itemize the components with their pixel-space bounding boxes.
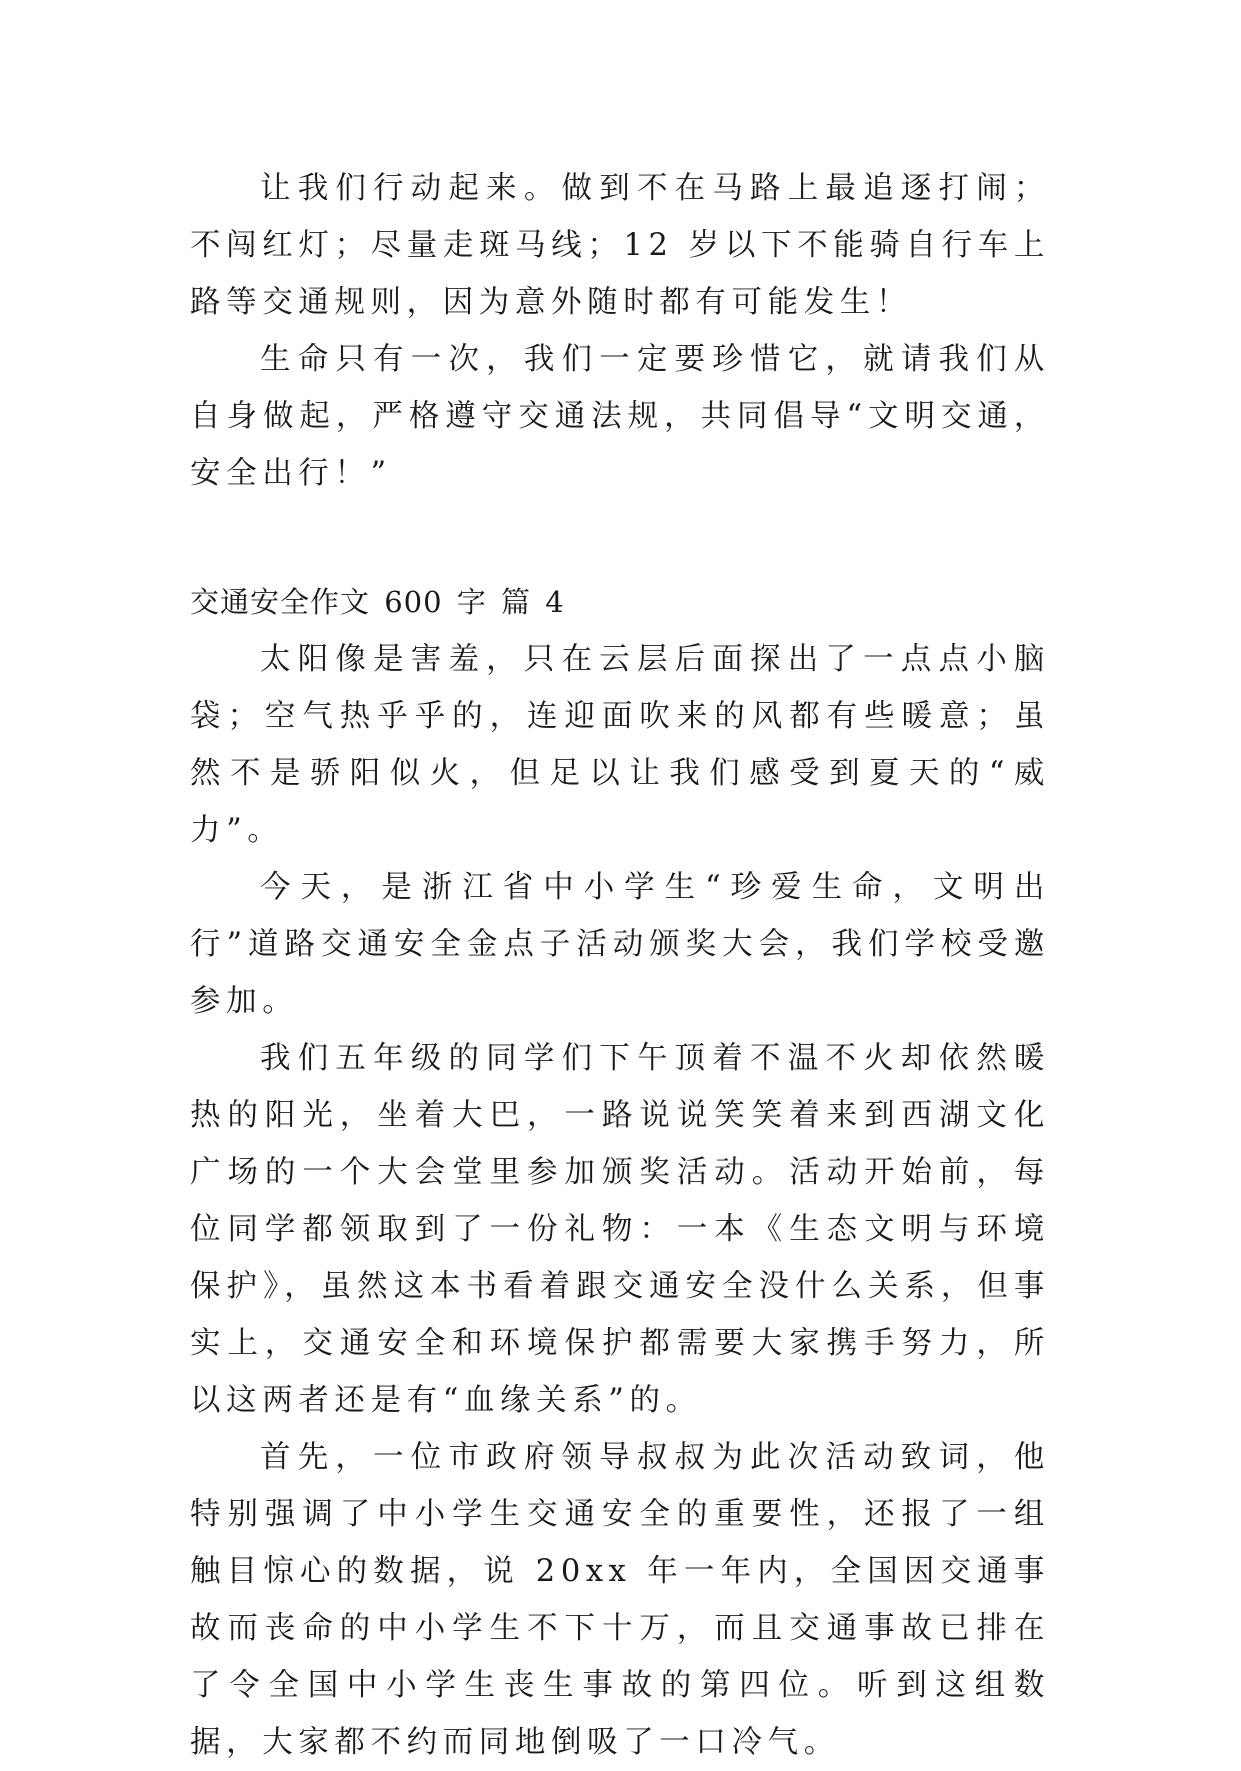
paragraph-fifth-grade: 我们五年级的同学们下午顶着不温不火却依然暖热的阳光，坐着大巴，一路说说笑笑着来到西湖文化广场的一个大会堂里参加颁奖活动。活动开始前，每位同学都领取到了一份礼物：一本《生态文明与环境保护》，虽然这本书看着跟交通安全没什么关系，但事实上，交通安全和环境保护都需要大家携手努力，所以这两者还是有“血缘关系”的。: [190, 1041, 1050, 1418]
paragraph-take-action: 让我们行动起来。做到不在马路上最追逐打闹；不闯红灯；尽量走斑马线；12 岁以下不能骑自行车上路等交通规则，因为意外随时都有可能发生！: [190, 171, 1050, 320]
paragraph-life-once: 生命只有一次，我们一定要珍惜它，就请我们从自身做起，严格遵守交通法规，共同倡导“文明交通，安全出行！”: [190, 342, 1050, 491]
section-heading: 交通安全作文 600 字 篇 4: [190, 585, 565, 619]
document-page: [190, 160, 1050, 1771]
paragraph-today-event: 今天，是浙江省中小学生“珍爱生命，文明出行”道路交通安全金点子活动颁奖大会，我们学校受邀参加。: [190, 870, 1050, 1019]
paragraph-official-speech: 首先，一位市政府领导叔叔为此次活动致词，他特别强调了中小学生交通安全的重要性，还报了一组触目惊心的数据，说 20xx 年一年内，全国因交通事故而丧命的中小学生不下十万，而且交通事故已排在了令全国中小学生丧生事故的第四位。听到这组数据，大家都不约而同地倒吸了一口冷气。: [190, 1440, 1050, 1760]
paragraph-sun-shy: 太阳像是害羞，只在云层后面探出了一点点小脑袋；空气热乎乎的，连迎面吹来的风都有些暖意；虽然不是骄阳似火，但足以让我们感受到夏天的“威力”。: [190, 642, 1050, 848]
